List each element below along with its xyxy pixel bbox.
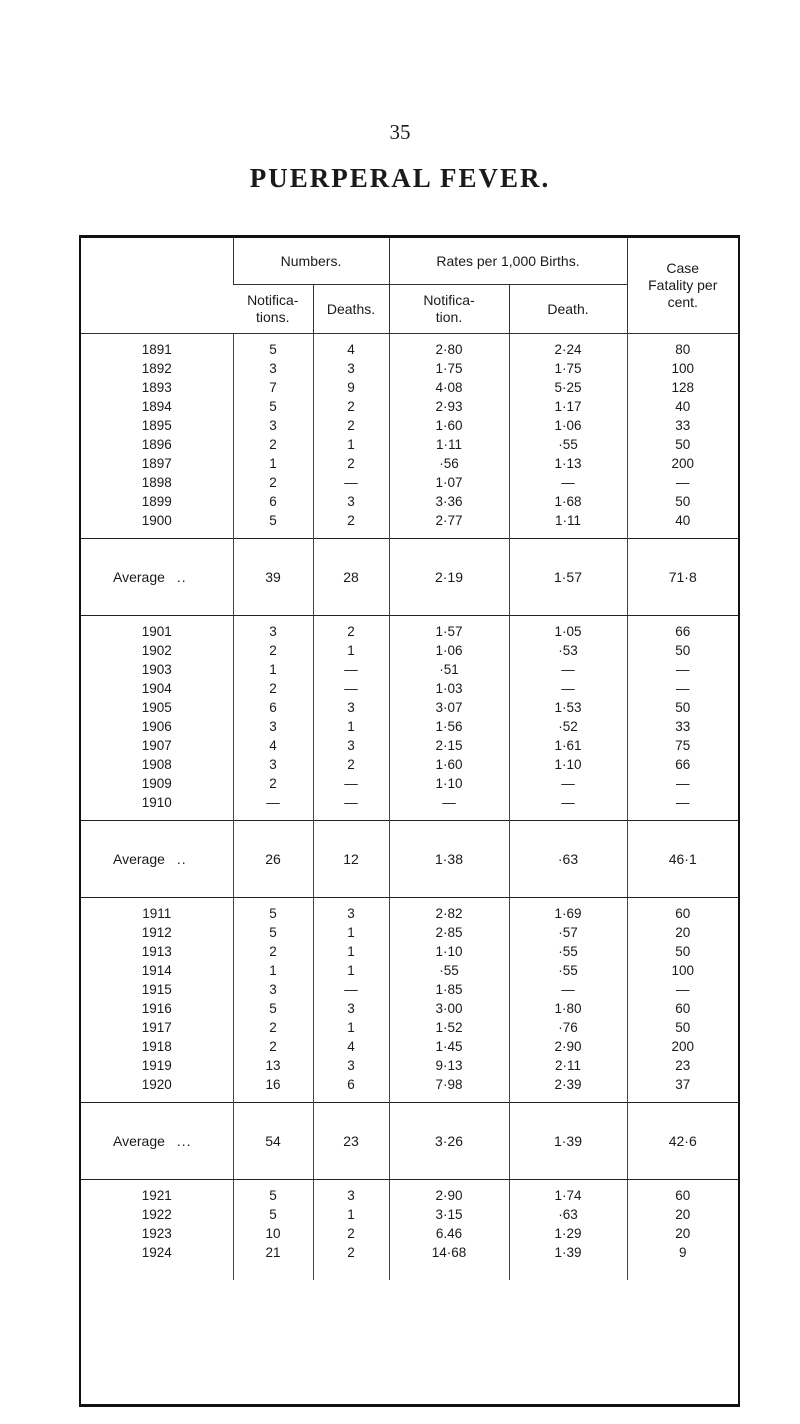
value-cell: — xyxy=(627,679,738,698)
table-row xyxy=(81,774,738,793)
value-cell: 1·39 xyxy=(509,1243,627,1280)
value-cell: 2·15 xyxy=(389,736,509,755)
year-cell: 1898 xyxy=(141,475,172,490)
value-cell: 6 xyxy=(233,698,313,717)
value-cell: 2·93 xyxy=(389,397,509,416)
value-cell: 3 xyxy=(313,898,389,924)
value-cell: — xyxy=(509,679,627,698)
value-cell: ·56 xyxy=(389,454,509,473)
rate-death-header: Death. xyxy=(509,285,627,334)
value-cell: 50 xyxy=(627,1018,738,1037)
value-cell: 37 xyxy=(627,1075,738,1103)
value-cell: 1 xyxy=(233,454,313,473)
value-cell: 3 xyxy=(313,1056,389,1075)
table-row xyxy=(81,334,738,360)
value-cell: ·55 xyxy=(509,942,627,961)
table-row xyxy=(81,1243,738,1280)
average-label: Average xyxy=(113,1132,165,1149)
value-cell: — xyxy=(313,793,389,821)
value-cell: 2·82 xyxy=(389,898,509,924)
value-cell: 14·68 xyxy=(389,1243,509,1280)
table-row xyxy=(81,1037,738,1056)
value-cell: 3 xyxy=(313,736,389,755)
value-cell: 2 xyxy=(313,397,389,416)
table-row xyxy=(81,755,738,774)
puerperal-fever-table xyxy=(79,235,740,1407)
value-cell: 5 xyxy=(233,1205,313,1224)
value-cell: 50 xyxy=(627,435,738,454)
value-cell: 2 xyxy=(233,473,313,492)
value-cell: — xyxy=(627,660,738,679)
value-cell: 1·74 xyxy=(509,1180,627,1206)
average-value-cell: 2·19 xyxy=(389,539,509,616)
average-dots: ... xyxy=(176,1132,192,1149)
value-cell: 1·60 xyxy=(389,755,509,774)
table-row xyxy=(81,359,738,378)
value-cell: 2 xyxy=(313,511,389,539)
value-cell: 1·60 xyxy=(389,416,509,435)
value-cell: 1·68 xyxy=(509,492,627,511)
average-value-cell: 12 xyxy=(313,821,389,898)
value-cell: — xyxy=(509,473,627,492)
rate-notification-header: Notifica-tion. xyxy=(389,285,509,334)
average-label-cell xyxy=(81,1103,233,1180)
year-group xyxy=(81,898,738,1103)
value-cell: 2 xyxy=(233,679,313,698)
value-cell: 23 xyxy=(627,1056,738,1075)
value-cell: ·55 xyxy=(509,961,627,980)
value-cell: 50 xyxy=(627,492,738,511)
value-cell: 2·85 xyxy=(389,923,509,942)
value-cell: 5 xyxy=(233,397,313,416)
value-cell: 200 xyxy=(627,1037,738,1056)
value-cell: 40 xyxy=(627,397,738,416)
year-cell: 1912 xyxy=(141,925,172,940)
value-cell: ·55 xyxy=(389,961,509,980)
table-row xyxy=(81,416,738,435)
value-cell: 3 xyxy=(313,698,389,717)
value-cell: 1 xyxy=(313,942,389,961)
value-cell: 66 xyxy=(627,755,738,774)
value-cell: — xyxy=(313,980,389,999)
value-cell: 2 xyxy=(313,755,389,774)
value-cell: 3 xyxy=(233,980,313,999)
value-cell: 2·77 xyxy=(389,511,509,539)
table-row xyxy=(81,1018,738,1037)
page-title: PUERPERAL FEVER. xyxy=(249,163,551,193)
value-cell: 5 xyxy=(233,511,313,539)
year-group xyxy=(81,1180,738,1281)
year-cell: 1895 xyxy=(141,418,172,433)
value-cell: 1·85 xyxy=(389,980,509,999)
average-value-cell: 28 xyxy=(313,539,389,616)
value-cell: 1·11 xyxy=(389,435,509,454)
value-cell: 5 xyxy=(233,334,313,360)
table-row xyxy=(81,435,738,454)
table-row xyxy=(81,980,738,999)
value-cell: 2 xyxy=(313,1224,389,1243)
value-cell: 1 xyxy=(313,1018,389,1037)
table-row xyxy=(81,454,738,473)
value-cell: 2·90 xyxy=(389,1180,509,1206)
year-cell: 1916 xyxy=(141,1001,172,1016)
value-cell: 3 xyxy=(233,359,313,378)
value-cell: 3 xyxy=(233,755,313,774)
year-group xyxy=(81,334,738,539)
value-cell: 2·39 xyxy=(509,1075,627,1103)
table-row xyxy=(81,660,738,679)
value-cell: 1·06 xyxy=(509,416,627,435)
table-row xyxy=(81,736,738,755)
average-row xyxy=(81,1103,738,1180)
rates-header: Rates per 1,000 Births. xyxy=(389,238,627,285)
table-row xyxy=(81,1180,738,1206)
average-dots: .. xyxy=(176,850,187,867)
average-value-cell: 54 xyxy=(233,1103,313,1180)
table-row xyxy=(81,961,738,980)
value-cell: 4 xyxy=(313,1037,389,1056)
year-cell: 1907 xyxy=(141,738,172,753)
year-cell: 1903 xyxy=(141,662,172,677)
value-cell: 5 xyxy=(233,898,313,924)
table-row xyxy=(81,1056,738,1075)
value-cell: 100 xyxy=(627,961,738,980)
value-cell: 9 xyxy=(313,378,389,397)
value-cell: 16 xyxy=(233,1075,313,1103)
value-cell: — xyxy=(627,473,738,492)
year-cell: 1892 xyxy=(141,361,172,376)
value-cell: ·55 xyxy=(509,435,627,454)
value-cell: 6 xyxy=(233,492,313,511)
value-cell: 1 xyxy=(233,961,313,980)
case-fatality-header: Case Fatality per cent. xyxy=(627,238,738,334)
year-cell: 1924 xyxy=(141,1245,172,1260)
value-cell: 3 xyxy=(313,999,389,1018)
value-cell: 9·13 xyxy=(389,1056,509,1075)
year-cell: 1899 xyxy=(141,494,172,509)
value-cell: 2 xyxy=(233,435,313,454)
value-cell: 1·61 xyxy=(509,736,627,755)
table-row xyxy=(81,923,738,942)
value-cell: 1·69 xyxy=(509,898,627,924)
value-cell: ·57 xyxy=(509,923,627,942)
value-cell: 3 xyxy=(313,492,389,511)
average-value-cell: 42·6 xyxy=(627,1103,738,1180)
table-row xyxy=(81,492,738,511)
year-cell: 1900 xyxy=(141,513,172,528)
value-cell: 1·17 xyxy=(509,397,627,416)
year-group xyxy=(81,616,738,821)
average-label-cell xyxy=(81,539,233,616)
table-row xyxy=(81,1205,738,1224)
value-cell: 3·15 xyxy=(389,1205,509,1224)
value-cell: 33 xyxy=(627,717,738,736)
table-row xyxy=(81,679,738,698)
value-cell: 128 xyxy=(627,378,738,397)
value-cell: — xyxy=(313,660,389,679)
value-cell: 80 xyxy=(627,334,738,360)
average-value-cell: 3·26 xyxy=(389,1103,509,1180)
value-cell: 75 xyxy=(627,736,738,755)
value-cell: 20 xyxy=(627,1224,738,1243)
average-value-cell: ·63 xyxy=(509,821,627,898)
value-cell: — xyxy=(313,774,389,793)
value-cell: 1 xyxy=(313,435,389,454)
value-cell: 2·80 xyxy=(389,334,509,360)
notifications-header: Notifica-tions. xyxy=(233,285,313,334)
year-cell: 1923 xyxy=(141,1226,172,1241)
value-cell: — xyxy=(313,473,389,492)
average-group xyxy=(81,821,738,898)
value-cell: 1 xyxy=(233,660,313,679)
year-cell: 1893 xyxy=(141,380,172,395)
value-cell: 2 xyxy=(313,616,389,642)
value-cell: 60 xyxy=(627,999,738,1018)
value-cell: 10 xyxy=(233,1224,313,1243)
average-row xyxy=(81,821,738,898)
value-cell: 5 xyxy=(233,999,313,1018)
value-cell: — xyxy=(627,980,738,999)
table-row xyxy=(81,641,738,660)
table-row xyxy=(81,1075,738,1103)
value-cell: — xyxy=(509,774,627,793)
table-row xyxy=(81,898,738,924)
value-cell: 6 xyxy=(313,1075,389,1103)
value-cell: — xyxy=(389,793,509,821)
average-value-cell: 71·8 xyxy=(627,539,738,616)
year-cell: 1913 xyxy=(141,944,172,959)
average-value-cell: 1·39 xyxy=(509,1103,627,1180)
average-value-cell: 26 xyxy=(233,821,313,898)
value-cell: 200 xyxy=(627,454,738,473)
value-cell: 3 xyxy=(233,717,313,736)
value-cell: 40 xyxy=(627,511,738,539)
value-cell: — xyxy=(509,660,627,679)
value-cell: 7 xyxy=(233,378,313,397)
value-cell: 6.46 xyxy=(389,1224,509,1243)
numbers-header: Numbers. xyxy=(233,238,389,285)
page-number: 35 xyxy=(389,120,411,144)
value-cell: 50 xyxy=(627,698,738,717)
year-cell: 1897 xyxy=(141,456,172,471)
year-cell: 1901 xyxy=(141,624,172,639)
value-cell: 1 xyxy=(313,717,389,736)
value-cell: 3·07 xyxy=(389,698,509,717)
value-cell: 60 xyxy=(627,1180,738,1206)
value-cell: — xyxy=(509,793,627,821)
value-cell: 50 xyxy=(627,942,738,961)
table-row xyxy=(81,616,738,642)
table-row xyxy=(81,698,738,717)
average-value-cell: 39 xyxy=(233,539,313,616)
value-cell: 1·10 xyxy=(509,755,627,774)
table-row xyxy=(81,942,738,961)
value-cell: 3 xyxy=(313,359,389,378)
value-cell: — xyxy=(627,774,738,793)
value-cell: — xyxy=(509,980,627,999)
year-cell: 1908 xyxy=(141,757,172,772)
value-cell: 1 xyxy=(313,1205,389,1224)
year-cell: 1902 xyxy=(141,643,172,658)
value-cell: 1·53 xyxy=(509,698,627,717)
value-cell: 2 xyxy=(233,641,313,660)
value-cell: 13 xyxy=(233,1056,313,1075)
year-cell: 1922 xyxy=(141,1207,172,1222)
value-cell: 1·52 xyxy=(389,1018,509,1037)
table-row xyxy=(81,717,738,736)
value-cell: 1·03 xyxy=(389,679,509,698)
value-cell: 1 xyxy=(313,961,389,980)
value-cell: 2 xyxy=(233,1037,313,1056)
value-cell: 5 xyxy=(233,1180,313,1206)
value-cell: 1·56 xyxy=(389,717,509,736)
value-cell: 1·05 xyxy=(509,616,627,642)
year-cell: 1919 xyxy=(141,1058,172,1073)
average-row xyxy=(81,539,738,616)
value-cell: — xyxy=(313,679,389,698)
value-cell: 1 xyxy=(313,641,389,660)
year-cell: 1906 xyxy=(141,719,172,734)
value-cell: 2 xyxy=(313,416,389,435)
year-cell: 1917 xyxy=(141,1020,172,1035)
year-cell: 1920 xyxy=(141,1077,172,1092)
value-cell: 3·36 xyxy=(389,492,509,511)
value-cell: 33 xyxy=(627,416,738,435)
table-row xyxy=(81,378,738,397)
year-cell: 1914 xyxy=(141,963,172,978)
year-cell: 1918 xyxy=(141,1039,172,1054)
average-label: Average xyxy=(113,850,165,867)
average-dots: .. xyxy=(176,568,187,585)
value-cell: 4·08 xyxy=(389,378,509,397)
value-cell: 66 xyxy=(627,616,738,642)
value-cell: 50 xyxy=(627,641,738,660)
average-group xyxy=(81,1103,738,1180)
value-cell: 20 xyxy=(627,923,738,942)
value-cell: 1·10 xyxy=(389,942,509,961)
table-row xyxy=(81,1224,738,1243)
year-cell: 1915 xyxy=(141,982,172,997)
average-value-cell: 23 xyxy=(313,1103,389,1180)
value-cell: ·51 xyxy=(389,660,509,679)
average-label-cell xyxy=(81,821,233,898)
value-cell: 3 xyxy=(313,1180,389,1206)
value-cell: — xyxy=(627,793,738,821)
year-cell: 1904 xyxy=(141,681,172,696)
average-value-cell: 46·1 xyxy=(627,821,738,898)
value-cell: 2 xyxy=(313,1243,389,1280)
value-cell: 20 xyxy=(627,1205,738,1224)
value-cell: 1·07 xyxy=(389,473,509,492)
value-cell: 4 xyxy=(233,736,313,755)
value-cell: 1·45 xyxy=(389,1037,509,1056)
value-cell: 100 xyxy=(627,359,738,378)
value-cell: 1·06 xyxy=(389,641,509,660)
table-header xyxy=(81,238,738,334)
value-cell: 1·13 xyxy=(509,454,627,473)
data-table xyxy=(81,238,738,1280)
table-row xyxy=(81,793,738,821)
year-cell: 1894 xyxy=(141,399,172,414)
value-cell: 1·80 xyxy=(509,999,627,1018)
value-cell: 2·24 xyxy=(509,334,627,360)
value-cell: — xyxy=(233,793,313,821)
value-cell: 1·29 xyxy=(509,1224,627,1243)
deaths-header: Deaths. xyxy=(313,285,389,334)
average-value-cell: 1·38 xyxy=(389,821,509,898)
table-row xyxy=(81,999,738,1018)
value-cell: 1·11 xyxy=(509,511,627,539)
value-cell: 1 xyxy=(313,923,389,942)
value-cell: 2·90 xyxy=(509,1037,627,1056)
value-cell: 5·25 xyxy=(509,378,627,397)
value-cell: 5 xyxy=(233,923,313,942)
year-cell: 1910 xyxy=(141,795,172,810)
value-cell: 1·10 xyxy=(389,774,509,793)
value-cell: 2 xyxy=(233,774,313,793)
table-row xyxy=(81,397,738,416)
table-row xyxy=(81,473,738,492)
value-cell: 3 xyxy=(233,616,313,642)
value-cell: 3·00 xyxy=(389,999,509,1018)
value-cell: ·52 xyxy=(509,717,627,736)
average-value-cell: 1·57 xyxy=(509,539,627,616)
average-label: Average xyxy=(113,568,165,585)
table-row xyxy=(81,511,738,539)
value-cell: 1·75 xyxy=(389,359,509,378)
year-cell: 1891 xyxy=(141,342,172,357)
value-cell: ·53 xyxy=(509,641,627,660)
value-cell: ·63 xyxy=(509,1205,627,1224)
value-cell: 4 xyxy=(313,334,389,360)
value-cell: 1·57 xyxy=(389,616,509,642)
value-cell: 60 xyxy=(627,898,738,924)
year-cell: 1905 xyxy=(141,700,172,715)
value-cell: ·76 xyxy=(509,1018,627,1037)
year-cell: 1911 xyxy=(142,906,172,921)
value-cell: 2 xyxy=(313,454,389,473)
value-cell: 2 xyxy=(233,1018,313,1037)
value-cell: 21 xyxy=(233,1243,313,1280)
value-cell: 3 xyxy=(233,416,313,435)
year-cell: 1896 xyxy=(141,437,172,452)
average-group xyxy=(81,539,738,616)
value-cell: 2 xyxy=(233,942,313,961)
value-cell: 7·98 xyxy=(389,1075,509,1103)
year-cell: 1921 xyxy=(141,1188,172,1203)
value-cell: 2·11 xyxy=(509,1056,627,1075)
year-header xyxy=(81,238,233,334)
year-cell: 1909 xyxy=(141,776,172,791)
value-cell: 9 xyxy=(627,1243,738,1280)
value-cell: 1·75 xyxy=(509,359,627,378)
